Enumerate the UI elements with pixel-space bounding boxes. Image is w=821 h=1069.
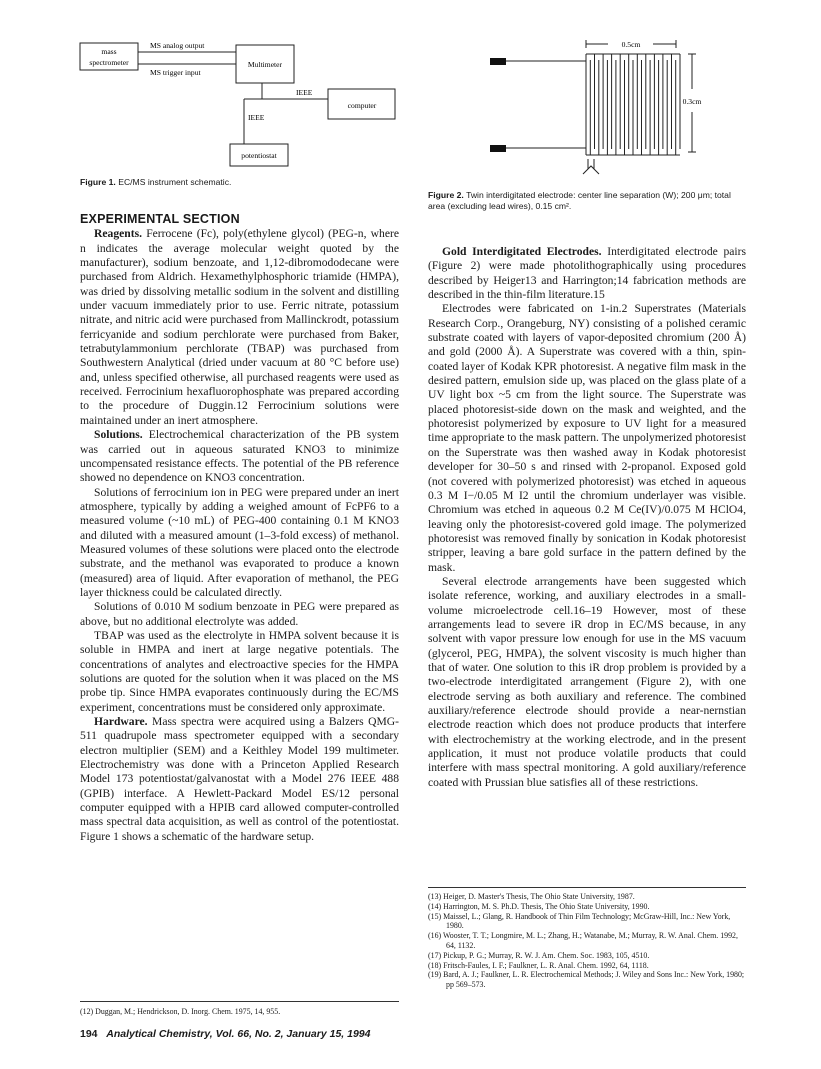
figure-2-electrode-diagram: [476, 34, 740, 186]
footnote-15: (15) Maissel, L.; Glang, R. Handbook of Thin Film Technology; McGraw-Hill, Inc.: New York, 1980.: [428, 911, 731, 931]
paragraph-gold-electrodes-text: Interdigitated electrode pairs (Figure 2) were made photolithographically using procedures described by Heiger13 and Harrington;14 fabrication methods are described in the thin-film literature.15: [428, 245, 746, 302]
label-ieee-top: IEEE: [296, 88, 313, 97]
top-lead-pad: [490, 58, 506, 65]
run-in-head-solutions: Solutions.: [94, 428, 143, 442]
paragraph-reagents: [80, 227, 399, 428]
figure-1-caption: [80, 177, 410, 188]
paragraph-solutions-text: Electrochemical characterization of the PB system was carried out in aqueous saturated KNO3 to minimize uncompensated resistance effects. The potential of the PB reference showed no dependence on KNO3 concentration.: [80, 428, 399, 485]
label-ms-trigger-input: MS trigger input: [150, 68, 201, 77]
page-footer: [80, 1028, 370, 1040]
figure-2-caption-label: Figure 2.: [428, 190, 464, 200]
label-potentiostat: potentiostat: [241, 151, 277, 160]
paragraph-reagents-text: Ferrocene (Fc), poly(ethylene glycol) (PEG-n, where n indicates the average molecular weight quoted by the manufacturer), sodium benzoate, and 1,12-dibromododecane were purchased from Aldrich. Hexamethylphosphoric triamide (HMPA), was dried by dissolving metallic sodium in the solvent and distilling under vacuum immediately prior to use. Ferric nitrate, potassium nitrate, and nitric acid were purchased from Mallinckrodt, potassium ferricyanide and sodium perchlorate were purchased from Baker, tetrabutylammonium perchlorate (TBAP) was purchased from Southwestern Analytical (dried under vacuum at 80 °C before use) and, unless specified otherwise, all purchased reagents were used as received. Ferrocinium hexafluorophosphate was prepared according to the procedure of Duggin.12 Ferrocinium solutions were maintained under an inert atmosphere.: [80, 227, 399, 427]
footnote-16: (16) Wooster, T. T.; Longmire, M. L.; Zhang, H.; Watanabe, M.; Murray, R. W. Anal. Chem. 1992, 64, 1132.: [428, 931, 738, 950]
paragraph-ferrocinium: Solutions of ferrocinium ion in PEG were prepared under an inert atmosphere, typically by adding a weighed amount of FcPF6 to a measured volume (~10 mL) of PEG-400 containing 0.1 M KNO3 and diluted with a measured amount (1–3-fold excess) of methanol. Measured volumes of these solutions were placed onto the electrode substrate, and the methanol was evaporated to produce a known (measured) area of liquid. After evaporation of methanol, the PEG layer thickness could be calculated directly.: [80, 485, 399, 599]
journal-citation: Analytical Chemistry, Vol. 66, No. 2, January 15, 1994: [106, 1028, 371, 1040]
left-footnotes: [80, 1007, 399, 1017]
paragraph-benzoate: Solutions of 0.010 M sodium benzoate in PEG were prepared as above, but no additional electrolyte was added.: [80, 600, 399, 628]
page-number: 194: [80, 1028, 98, 1040]
left-column: [80, 212, 399, 844]
paragraph-hardware: [80, 715, 399, 844]
footnote-19: (19) Bard, A. J.; Faulkner, L. R. Electrochemical Methods; J. Wiley and Sons Inc.: New York, 1980; pp 569–573.: [428, 970, 745, 990]
figure-2-caption-text: Twin interdigitated electrode: center line separation (W); 200 μm; total area (excluding lead wires), 0.15 cm².: [428, 190, 731, 211]
run-in-head-gold-electrodes: Gold Interdigitated Electrodes.: [442, 245, 602, 258]
paragraph-gold-electrodes: [428, 245, 746, 302]
paragraph-tbap: TBAP was used as the electrolyte in HMPA solvent because it is soluble in HMPA and inert at large negative potentials. The concentrations of analytes and electroactive species for the HMPA solutions are quoted for the solution when it was placed on the MS probe tip. Since HMPA evaporates continuously during the EC/MS experiment, concentrations must be considered only approximate.: [80, 628, 399, 714]
figure-1-caption-text: EC/MS instrument schematic.: [118, 177, 232, 187]
footnote-18: (18) Fritsch-Faules, I. F.; Faulkner, L. R. Anal. Chem. 1992, 64, 1118.: [428, 960, 649, 970]
footnote-14: (14) Harrington, M. S. Ph.D. Thesis, The Ohio State University, 1990.: [428, 901, 650, 911]
paragraph-fabrication: Electrodes were fabricated on 1-in.2 Superstrates (Materials Research Corp., Orangeburg, NY) consisting of a polished ceramic substrate coated with layers of vapor-deposited chromium (200 Å) and gold (2000 Å). A Superstrate was covered with a thin, spin-coated layer of Kodak KPR photoresist. A negative film mask in the desired pattern, emulsion side up, was placed on the glass plate of a UV light box ~5 cm from the light source. The Superstrate was placed photoresist-side down on the mask and weighted, and the photoresist polymerized by exposure to UV light for a measured time appropriate to the mask pattern. The unpolymerized photoresist on the Superstrate was then washed away in Kodak photoresist developer for 30–50 s and rinsed with 2-propanol. Exposed gold (not covered with polymerized photoresist) was etched in aqueous 0.3 M I−/0.05 M I2 until the chromium underlayer was visible. Chromium was etched in aqueous 0.2 M Ce(IV)/0.075 M HClO4, leaving only the photoresist-covered gold image. The polymerized photoresist was removed finally by sonication in Kodak photoresist stripper, leaving a bare gold surface in the pattern defined by the mask.: [428, 302, 746, 574]
run-in-head-reagents: Reagents.: [94, 227, 142, 241]
label-spectrometer: spectrometer: [89, 58, 129, 67]
bottom-lead-pad: [490, 145, 506, 152]
label-computer: computer: [347, 101, 377, 110]
section-title: EXPERIMENTAL SECTION: [80, 212, 240, 226]
footnote-13: (13) Heiger, D. Master's Thesis, The Ohio State University, 1987.: [428, 892, 635, 901]
run-in-head-hardware: Hardware.: [94, 715, 148, 729]
dimension-height-label: 0.3cm: [682, 97, 702, 106]
paragraph-hardware-text: Mass spectra were acquired using a Balzers QMG-511 quadrupole mass spectrometer equipped with a secondary electron multiplier (SEM) and a Keithley Model 199 multimeter. Electrochemistry was done with a Princeton Applied Research Model 173 potentiostat/galvanostat with a Model 276 IEEE 488 (GPIB) interface. A Hewlett-Packard Model ES/12 personal computer equipped with a HPIB card allowed computer-controlled mass spectral data acquisition, as well as control of the potentiostat. Figure 1 shows a schematic of the hardware setup.: [80, 715, 399, 843]
label-mass: mass: [101, 47, 117, 56]
footnote-17: (17) Pickup, P. G.; Murray, R. W. J. Am. Chem. Soc. 1983, 105, 4510.: [428, 950, 650, 960]
label-ieee-left: IEEE: [248, 113, 265, 122]
interdigitated-fingers: [586, 54, 680, 155]
dimension-width-label: 0.5cm: [621, 40, 641, 49]
right-footnote-rule: [428, 887, 746, 888]
right-column: [428, 245, 746, 790]
figure-1-schematic: [74, 34, 404, 174]
label-multimeter: Multimeter: [247, 60, 283, 69]
left-footnote-rule: [80, 1001, 399, 1002]
right-footnotes: [428, 892, 746, 990]
paragraph-solutions: [80, 428, 399, 485]
figure-2-caption: [428, 190, 746, 212]
label-ms-analog-output: MS analog output: [150, 41, 205, 50]
figure-1-caption-label: Figure 1.: [80, 177, 116, 187]
paragraph-arrangements: Several electrode arrangements have been suggested which isolate reference, working, and auxiliary electrodes in a small-volume microelectrode cell.16–19 However, most of these arrangements lead to severe iR drop in EC/MS because, in any solvent with vapor pressure low enough for use in the MS vacuum (glycerol, PEG, HMPA), the solvent viscosity is much higher than that of water. One solution to this iR drop problem is provided by a two-electrode interdigitated arrangement (Figure 2), with one electrode serving as both auxiliary and reference. The combined auxiliary/reference electrode should provide a near-nernstian electrode reaction which does not produce products that interfere with electrochemistry at the working electrode, and in the present application, it must not produce volatile products that could interfere with mass spectral monitoring. A gold auxiliary/reference coated with Prussian blue satisfies all of these restrictions.: [428, 574, 746, 789]
footnote-12: (12) Duggan, M.; Hendrickson, D. Inorg. Chem. 1975, 14, 955.: [80, 1007, 281, 1016]
